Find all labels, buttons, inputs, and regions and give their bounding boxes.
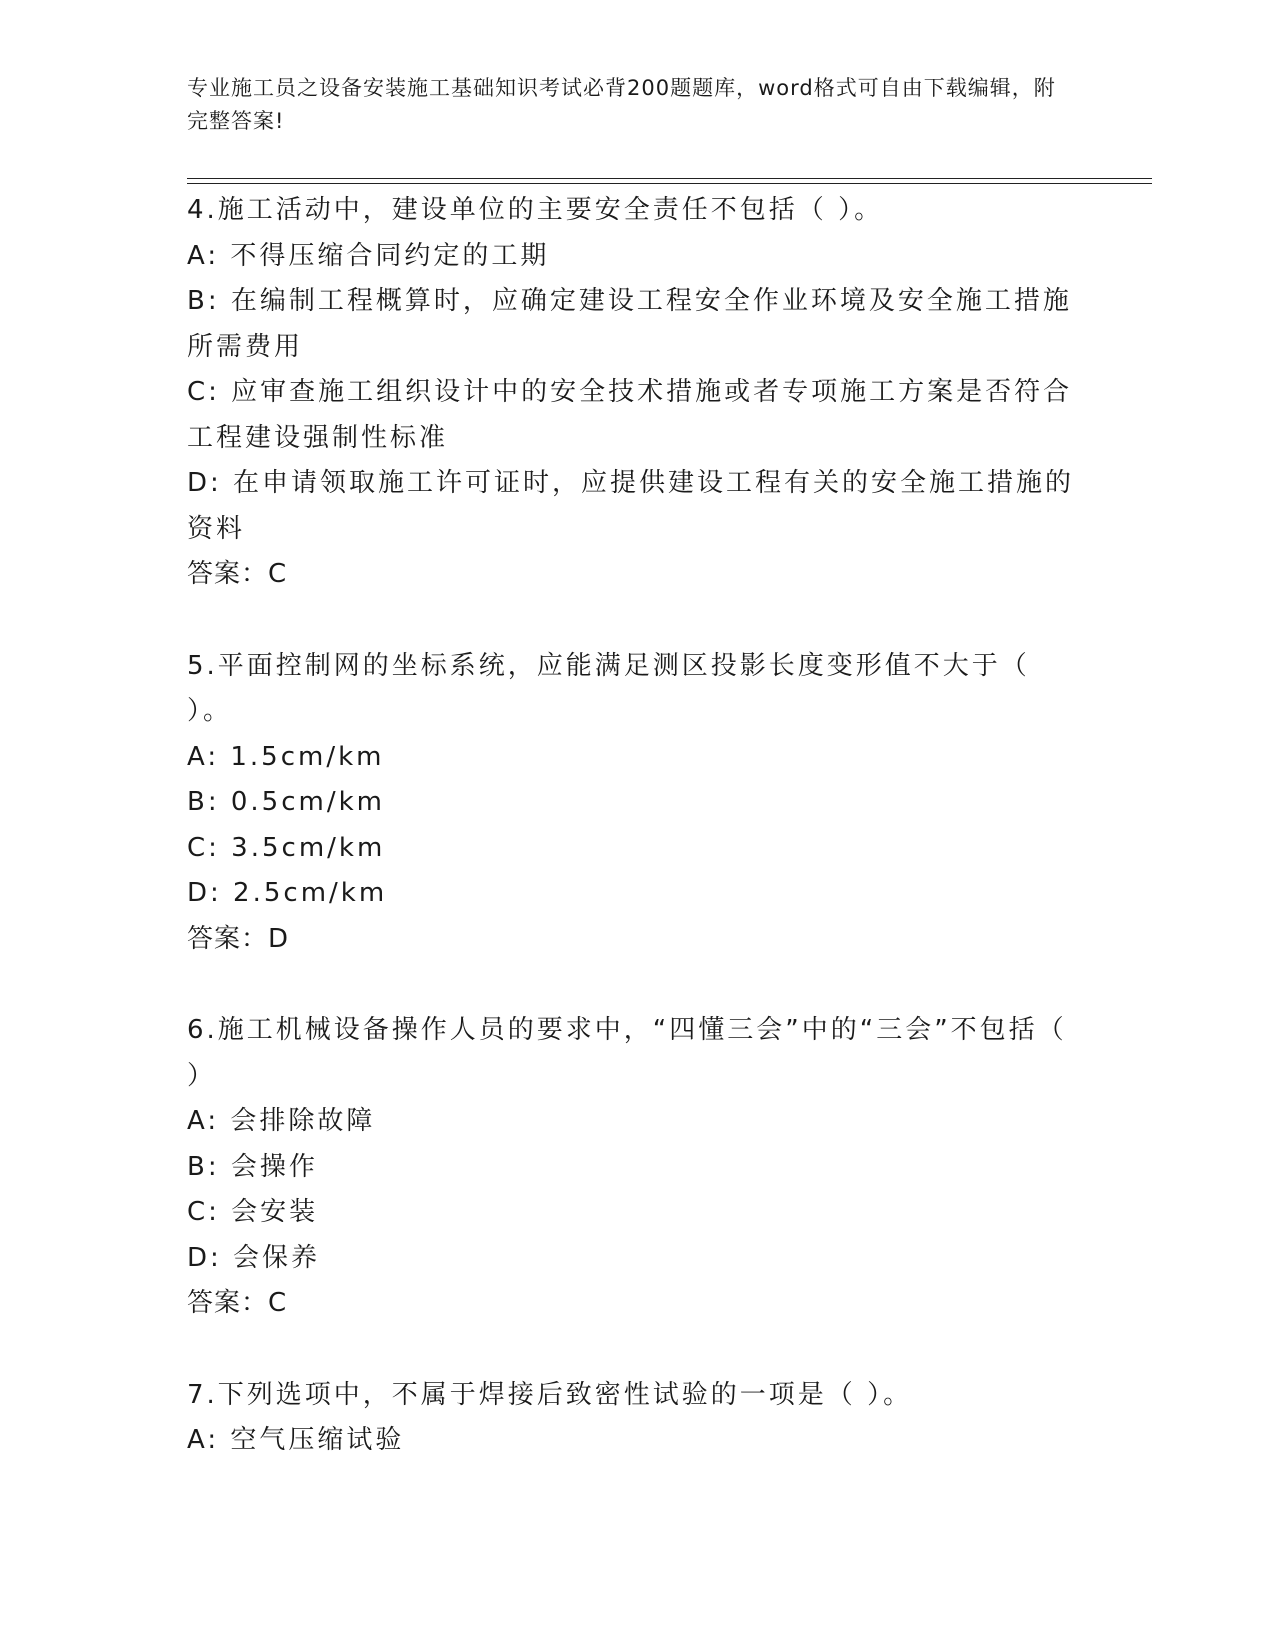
- answer-line: 答案：C: [187, 1288, 288, 1318]
- header-title: 专业施工员之设备安装施工基础知识考试必背200题题库，word格式可自由下载编辑，附完整答案!: [187, 76, 1056, 133]
- option-a: A: 会排除故障: [187, 1106, 376, 1136]
- answer-line: 答案：D: [187, 923, 290, 954]
- question-stem: 4.施工活动中，建设单位的主要安全责任不包括（ ）。: [187, 195, 884, 225]
- option-a: A: 不得压缩合同约定的工期: [187, 240, 550, 271]
- option-c: C: 会安装: [187, 1197, 319, 1227]
- option-a: A: 空气压缩试验: [187, 1425, 405, 1455]
- option-d: D: 在申请领取施工许可证时，应提供建设工程有关的安全施工措施的资料: [187, 468, 1075, 544]
- question-spacer: [187, 962, 1077, 1008]
- option-d: D: 2.5cm/km: [187, 878, 388, 908]
- question-spacer: [187, 1327, 1077, 1373]
- option-a: A: 1.5cm/km: [187, 741, 385, 772]
- question-stem: 5.平面控制网的坐标系统，应能满足测区投影长度变形值不大于（ ）。: [187, 650, 1030, 726]
- question-4: [187, 188, 1077, 598]
- option-b: B: 0.5cm/km: [187, 787, 385, 817]
- question-7: [187, 1373, 1077, 1464]
- question-stem: 7.下列选项中，不属于焊接后致密性试验的一项是（ ）。: [187, 1379, 913, 1410]
- document-header: [187, 72, 1067, 138]
- option-c: C: 3.5cm/km: [187, 832, 386, 863]
- option-d: D: 会保养: [187, 1242, 321, 1273]
- answer-line: 答案：C: [187, 559, 288, 589]
- option-c: C: 应审查施工组织设计中的安全技术措施或者专项施工方案是否符合工程建设强制性标准: [187, 377, 1073, 453]
- option-b: B: 在编制工程概算时，应确定建设工程安全作业环境及安全施工措施所需费用: [187, 286, 1072, 362]
- header-divider-top: [187, 178, 1152, 179]
- header-divider-bottom: [187, 183, 1152, 184]
- option-b: B: 会操作: [187, 1151, 318, 1182]
- question-list: [187, 188, 1077, 1464]
- question-5: [187, 644, 1077, 963]
- question-spacer: [187, 598, 1077, 644]
- question-6: [187, 1008, 1077, 1327]
- question-stem: 6.施工机械设备操作人员的要求中，“四懂三会”中的“三会”不包括（ ）: [187, 1015, 1067, 1091]
